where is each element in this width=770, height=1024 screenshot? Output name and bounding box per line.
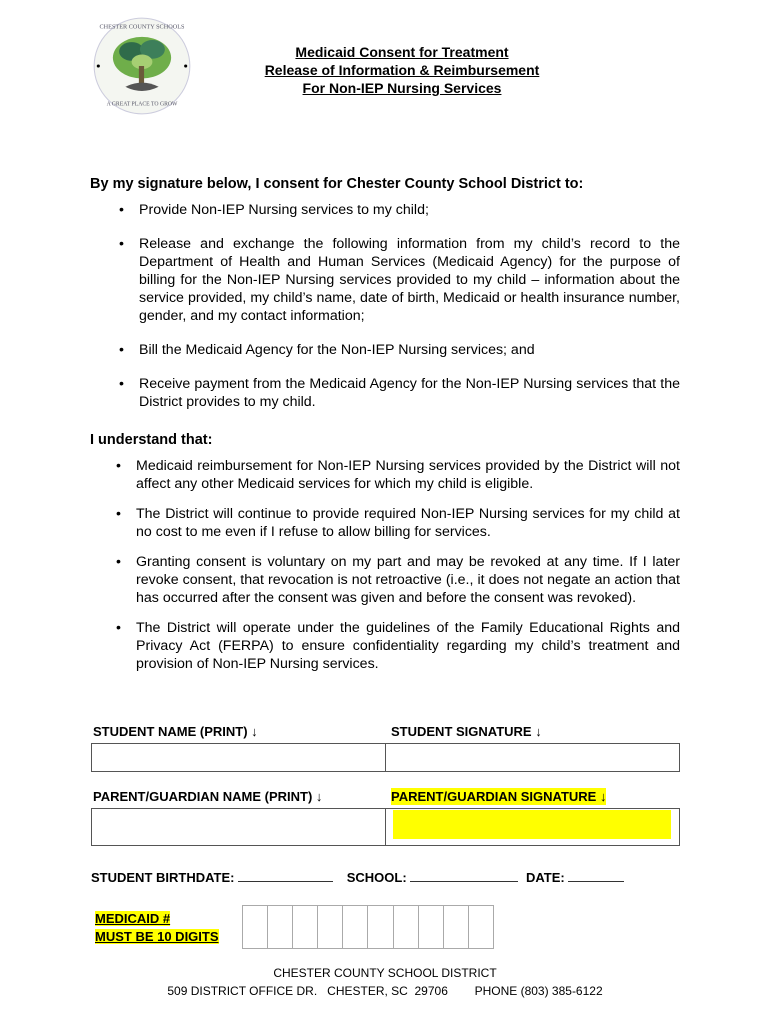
student-fields bbox=[91, 743, 680, 772]
understand-item: • Granting consent is voluntary on my part and may be revoked at any time. If I later revoke consent, that revocation is not retroactive (i.e., it does not negate an action that has occurred after the consent was given and before the consent was revoked). bbox=[136, 553, 680, 607]
birthdate-label: STUDENT BIRTHDATE: bbox=[91, 870, 235, 885]
understand-item: • Medicaid reimbursement for Non-IEP Nursing services provided by the District will not affect any other Medicaid services for which my child is eligible. bbox=[136, 457, 680, 493]
consent-item: • Release and exchange the following information from my child’s record to the Department of Health and Human Services (Medicaid Agency) for the purpose of billing for the Non-IEP Nursing services provided to my child – information about the service provided, my child’s name, date of birth, Medicaid or health insurance number, gender, and my contact information; bbox=[139, 235, 680, 325]
school-district-logo bbox=[90, 14, 194, 118]
consent-item: • Receive payment from the Medicaid Agency for the Non-IEP Nursing services that the District provides to my child. bbox=[139, 375, 680, 411]
parent-signature-field[interactable] bbox=[385, 809, 679, 845]
signature-highlight bbox=[393, 810, 671, 839]
info-row bbox=[91, 869, 624, 885]
date-field[interactable] bbox=[568, 869, 624, 882]
date-label: DATE: bbox=[525, 870, 565, 885]
parent-fields bbox=[91, 808, 680, 846]
student-name-label: STUDENT NAME (PRINT) ↓ bbox=[93, 724, 258, 739]
medicaid-label bbox=[95, 910, 219, 946]
medicaid-digit-box[interactable] bbox=[267, 906, 292, 948]
understand-item: • The District will continue to provide required Non-IEP Nursing services for my child at no cost to me even if I refuse to allow billing for services. bbox=[136, 505, 680, 541]
consent-item: • Provide Non-IEP Nursing services to my child; bbox=[139, 201, 680, 219]
parent-name-field[interactable] bbox=[92, 809, 385, 845]
medicaid-digit-box[interactable] bbox=[342, 906, 367, 948]
medicaid-digit-box[interactable] bbox=[468, 906, 493, 948]
student-signature-label: STUDENT SIGNATURE ↓ bbox=[391, 724, 542, 739]
title-line-3: For Non-IEP Nursing Services bbox=[302, 80, 502, 96]
footer-contact bbox=[0, 984, 770, 998]
school-label: SCHOOL: bbox=[346, 870, 407, 885]
understand-heading: I understand that: bbox=[90, 432, 213, 448]
student-name-field[interactable] bbox=[92, 744, 385, 771]
school-field[interactable] bbox=[410, 869, 518, 882]
medicaid-digit-box[interactable] bbox=[418, 906, 443, 948]
parent-name-label: PARENT/GUARDIAN NAME (PRINT) ↓ bbox=[93, 789, 323, 804]
medicaid-digit-box[interactable] bbox=[292, 906, 317, 948]
document-title bbox=[200, 43, 604, 97]
medicaid-digit-box[interactable] bbox=[367, 906, 392, 948]
medicaid-digit-box[interactable] bbox=[393, 906, 418, 948]
title-line-1: Medicaid Consent for Treatment bbox=[295, 44, 509, 60]
student-signature-field[interactable] bbox=[385, 744, 679, 771]
consent-item: • Bill the Medicaid Agency for the Non-IEP Nursing services; and bbox=[139, 341, 680, 359]
birthdate-field[interactable] bbox=[238, 869, 333, 882]
medicaid-label-line2: MUST BE 10 DIGITS bbox=[95, 929, 219, 944]
medicaid-digit-box[interactable] bbox=[317, 906, 342, 948]
svg-text:CHESTER COUNTY SCHOOLS: CHESTER COUNTY SCHOOLS bbox=[99, 23, 185, 31]
medicaid-digit-box[interactable] bbox=[243, 906, 267, 948]
footer-district: CHESTER COUNTY SCHOOL DISTRICT bbox=[273, 966, 497, 980]
footer-phone: PHONE (803) 385-6122 bbox=[474, 984, 603, 998]
footer-address: 509 DISTRICT OFFICE DR. CHESTER, SC 29706 bbox=[167, 984, 448, 998]
consent-list bbox=[139, 201, 680, 427]
understand-item: • The District will operate under the guidelines of the Family Educational Rights and Privacy Act (FERPA) to ensure confidentiality regarding my child’s treatment and provision of Non-IEP Nursing services. bbox=[136, 619, 680, 673]
medicaid-label-line1: MEDICAID # bbox=[95, 911, 171, 926]
medicaid-number-boxes bbox=[242, 905, 494, 949]
understand-list bbox=[136, 457, 680, 685]
parent-signature-label: PARENT/GUARDIAN SIGNATURE ↓ bbox=[391, 789, 607, 804]
title-line-2: Release of Information & Reimbursement bbox=[264, 62, 540, 78]
consent-heading: By my signature below, I consent for Chester County School District to: bbox=[90, 176, 584, 192]
medicaid-digit-box[interactable] bbox=[443, 906, 468, 948]
svg-text:A GREAT PLACE TO GROW: A GREAT PLACE TO GROW bbox=[106, 101, 178, 108]
